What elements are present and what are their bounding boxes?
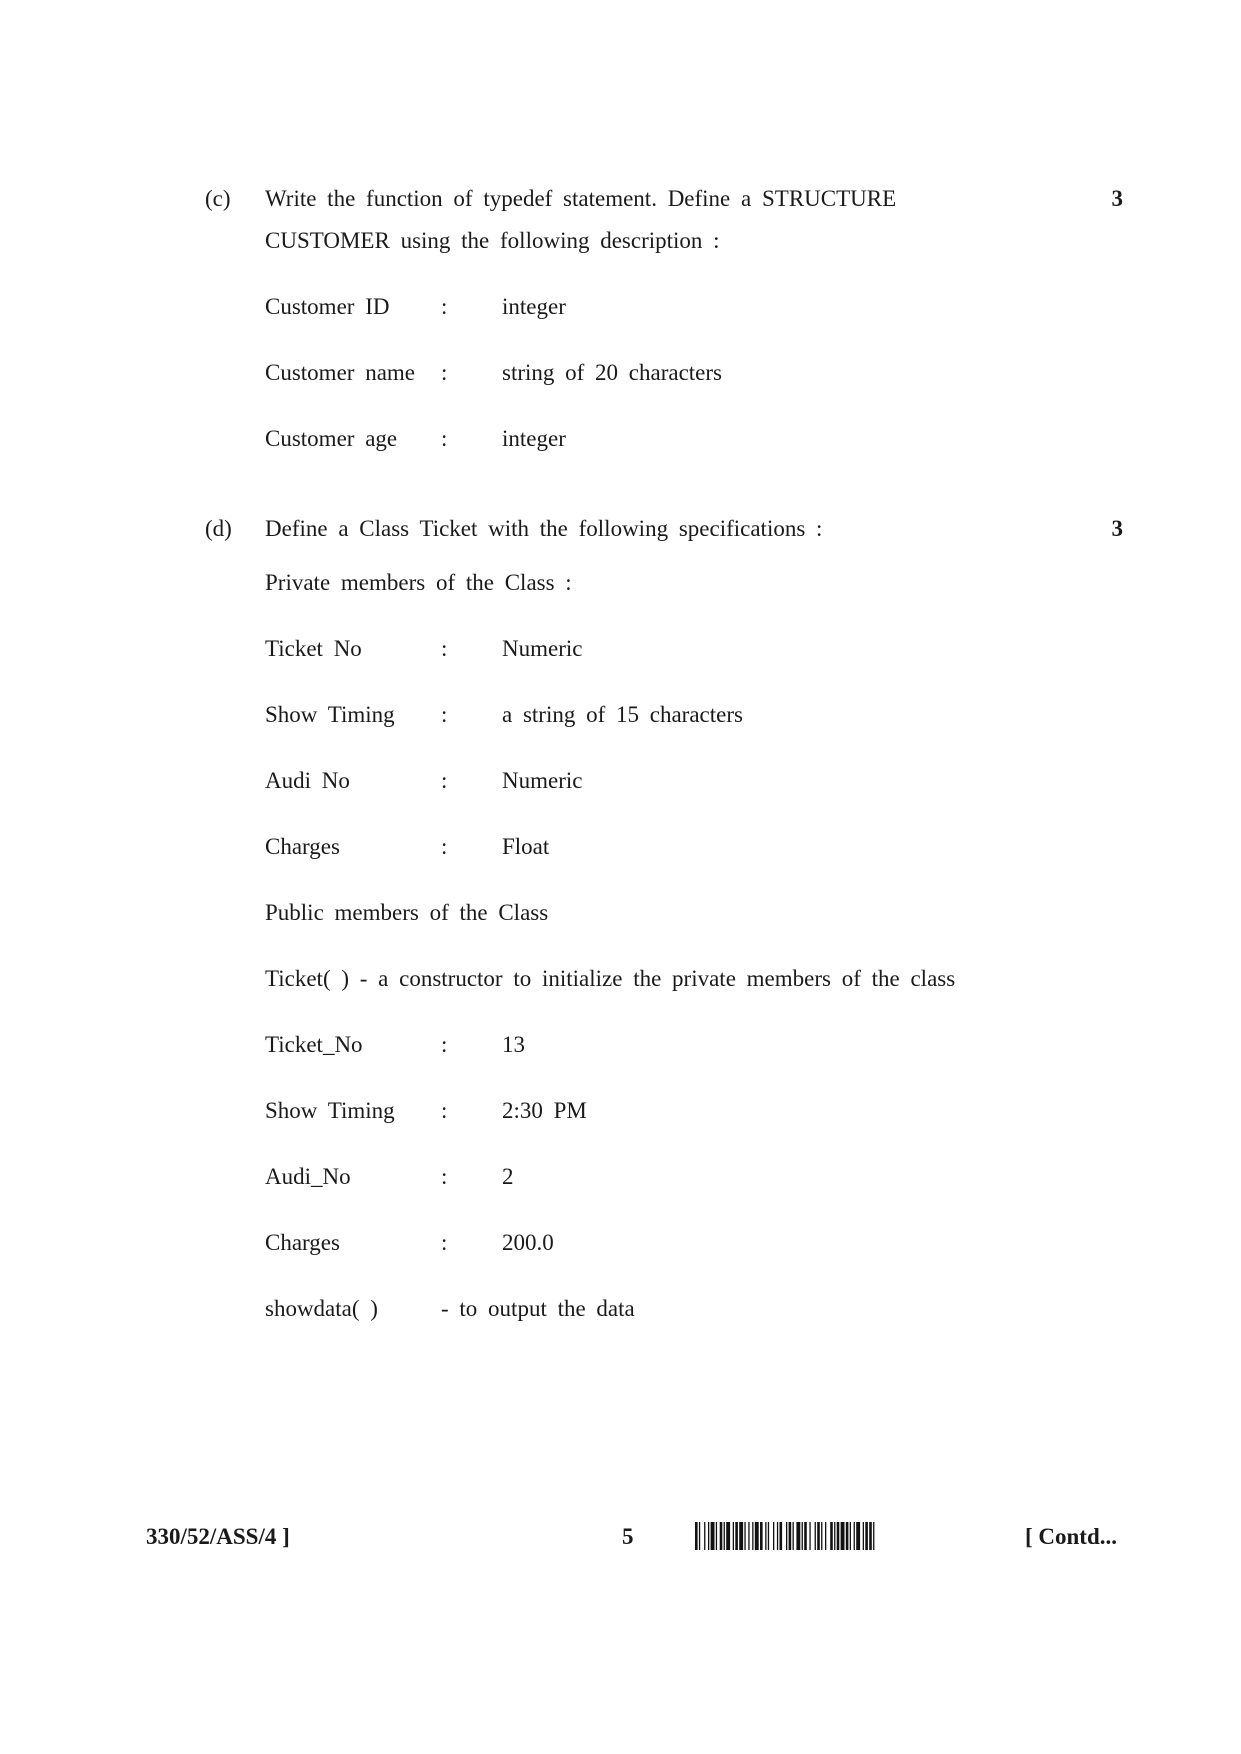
showdata-description: - to output the data	[441, 1296, 635, 1321]
field-label: Customer ID	[265, 294, 390, 319]
paper-code: 330/52/ASS/4 ]	[146, 1524, 290, 1549]
field-value: string of 20 characters	[502, 360, 723, 385]
init-value: 13	[502, 1032, 525, 1057]
init-separator: :	[441, 1230, 448, 1255]
question-d-number: (d)	[205, 516, 232, 541]
init-label: Audi_No	[265, 1164, 351, 1189]
question-c-line1: Write the function of typedef statement. Define a STRUCTURE	[265, 186, 897, 211]
init-separator: :	[441, 1098, 448, 1123]
field-value: integer	[502, 426, 566, 451]
member-separator: :	[441, 702, 448, 727]
init-label: Ticket_No	[265, 1032, 363, 1057]
member-label: Show Timing	[265, 702, 395, 727]
init-value: 2	[502, 1164, 514, 1189]
barcode-icon	[695, 1522, 997, 1550]
member-label: Ticket No	[265, 636, 362, 661]
member-value: Numeric	[502, 768, 583, 793]
continued-label: [ Contd...	[1024, 1524, 1117, 1549]
field-label: Customer name	[265, 360, 415, 385]
constructor-line: Ticket( ) - a constructor to initialize the private members of the class	[265, 966, 956, 991]
field-separator: :	[441, 294, 448, 319]
question-c-marks: 3	[1111, 186, 1123, 211]
field-label: Customer age	[265, 426, 398, 451]
member-value: Float	[502, 834, 550, 859]
question-c-number: (c)	[205, 186, 231, 211]
init-value: 2:30 PM	[502, 1098, 587, 1123]
field-separator: :	[441, 426, 448, 451]
init-separator: :	[441, 1032, 448, 1057]
init-label: Show Timing	[265, 1098, 395, 1123]
member-separator: :	[441, 834, 448, 859]
member-label: Charges	[265, 834, 340, 859]
member-separator: :	[441, 768, 448, 793]
member-value: a string of 15 characters	[502, 702, 743, 727]
public-members-heading: Public members of the Class	[265, 900, 549, 925]
private-members-heading: Private members of the Class :	[265, 570, 572, 595]
question-c-line2: CUSTOMER using the following description :	[265, 228, 720, 253]
question-d-line1: Define a Class Ticket with the following specifications :	[265, 516, 823, 541]
field-value: integer	[502, 294, 566, 319]
member-value: Numeric	[502, 636, 583, 661]
init-value: 200.0	[502, 1230, 554, 1255]
field-separator: :	[441, 360, 448, 385]
member-label: Audi No	[265, 768, 350, 793]
showdata-label: showdata( )	[265, 1296, 378, 1321]
page-number: 5	[622, 1524, 634, 1549]
init-label: Charges	[265, 1230, 340, 1255]
question-d-marks: 3	[1111, 516, 1123, 541]
member-separator: :	[441, 636, 448, 661]
init-separator: :	[441, 1164, 448, 1189]
